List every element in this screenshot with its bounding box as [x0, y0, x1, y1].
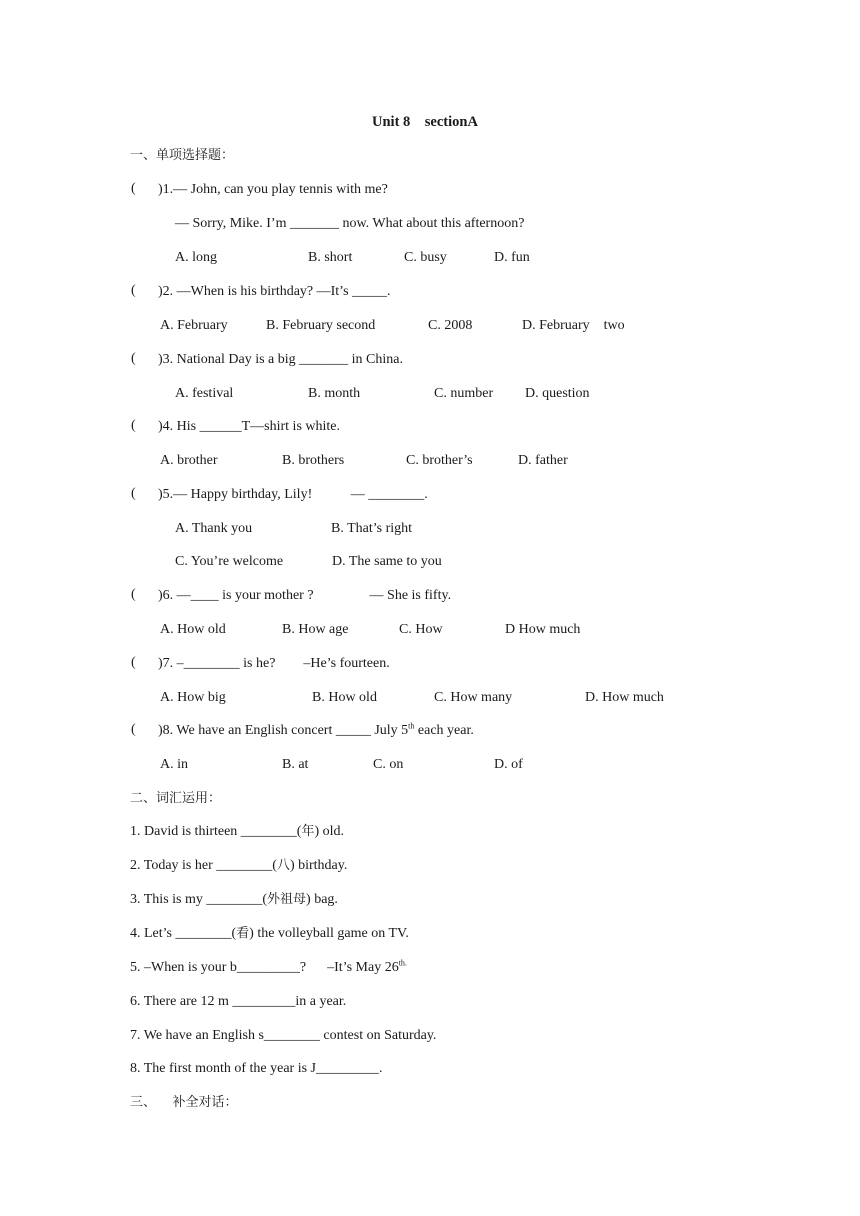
question-8-option-b: B. at [282, 757, 309, 772]
question-2-option-b: B. February second [266, 318, 376, 333]
vocab-item-text: 3. This is my ________( [130, 892, 268, 907]
vocab-item-6: 6. There are 12 m _________in a year. [130, 994, 347, 1009]
question-8-stem [158, 722, 474, 740]
question-8-option-a: A. in [160, 757, 188, 772]
question-8-stem-end: each year. [414, 723, 474, 738]
question-5-stem: )5.— Happy birthday, Lily! — ________. [158, 487, 428, 502]
question-3-stem: )3. National Day is a big _______ in China. [158, 352, 403, 367]
question-2-option-c: C. 2008 [428, 318, 473, 333]
answer-paren: ( [131, 181, 136, 196]
vocab-item-text: 2. Today is her ________( [130, 858, 277, 873]
question-6-option-c: C. How [399, 622, 443, 637]
question-5-option-a: A. Thank you [175, 521, 253, 536]
chinese-hint: 外祖母 [267, 892, 307, 907]
answer-paren: ( [131, 418, 136, 433]
question-6-option-a: A. How old [160, 622, 226, 637]
question-7-stem: )7. –________ is he? –He’s fourteen. [158, 656, 390, 671]
vocab-item-text: 4. Let’s ________( [130, 926, 237, 941]
question-1-stem-2: — Sorry, Mike. I’m _______ now. What about this afternoon? [175, 216, 525, 231]
page-title: Unit 8 sectionA [372, 114, 478, 130]
question-6-option-b: B. How age [282, 622, 349, 637]
question-6-stem: )6. —____ is your mother ? — She is fifty. [158, 588, 452, 603]
question-8-option-c: C. on [373, 757, 404, 772]
question-4-stem: )4. His ______T—shirt is white. [158, 419, 340, 434]
vocab-item-2 [130, 857, 347, 875]
answer-paren: ( [131, 587, 136, 602]
vocab-item-5 [130, 959, 407, 977]
question-3-option-a: A. festival [175, 386, 234, 401]
question-1-option-d: D. fun [494, 250, 530, 265]
question-5-option-c: C. You’re welcome [175, 554, 284, 569]
vocab-item-end: ) birthday. [289, 858, 348, 873]
question-6-option-d: D How much [505, 622, 581, 637]
question-2-stem: )2. —When is his birthday? —It’s _____. [158, 284, 391, 299]
question-3-option-b: B. month [308, 386, 361, 401]
question-3-option-d: D. question [525, 386, 590, 401]
question-5-option-b: B. That’s right [331, 521, 413, 536]
vocab-item-8: 8. The first month of the year is J_________. [130, 1061, 383, 1076]
question-7-option-c: C. How many [434, 690, 513, 705]
question-1-stem: )1.— John, can you play tennis with me? [158, 182, 388, 197]
section-3-heading: 三、 补全对话： [130, 1095, 238, 1110]
answer-paren: ( [131, 486, 136, 501]
chinese-hint: 看 [236, 926, 250, 941]
question-4-option-d: D. father [518, 453, 568, 468]
vocab-item-text: 5. –When is your b_________? –It’s May 26 [130, 960, 399, 975]
vocab-item-1 [130, 823, 344, 841]
vocab-item-4 [130, 925, 409, 943]
question-2-option-a: A. February [160, 318, 228, 333]
chinese-hint: 八 [276, 858, 290, 873]
question-5-option-d: D. The same to you [332, 554, 442, 569]
answer-paren: ( [131, 655, 136, 670]
section-2-heading: 二、词汇运用： [130, 791, 222, 806]
vocab-item-end: ) the volleyball game on TV. [249, 926, 409, 941]
vocab-item-text: 1. David is thirteen ________( [130, 824, 302, 839]
chinese-hint: 年 [301, 824, 315, 839]
question-8-stem-text: )8. We have an English concert _____ July 5 [158, 723, 409, 738]
vocab-item-3 [130, 891, 338, 909]
question-1-option-c: C. busy [404, 250, 447, 265]
vocab-item-end: ) old. [314, 824, 345, 839]
vocab-item-end: ) bag. [306, 892, 338, 907]
question-7-option-a: A. How big [160, 690, 226, 705]
vocab-item-7: 7. We have an English s________ contest on Saturday. [130, 1028, 437, 1043]
question-4-option-c: C. brother’s [406, 453, 473, 468]
question-7-option-b: B. How old [312, 690, 377, 705]
question-4-option-a: A. brother [160, 453, 218, 468]
answer-paren: ( [131, 283, 136, 298]
question-4-option-b: B. brothers [282, 453, 345, 468]
answer-paren: ( [131, 351, 136, 366]
question-1-option-b: B. short [308, 250, 353, 265]
question-7-option-d: D. How much [585, 690, 664, 705]
section-1-heading: 一、单项选择题： [130, 148, 235, 163]
answer-paren: ( [131, 722, 136, 737]
ordinal-suffix: th [408, 721, 415, 731]
question-3-option-c: C. number [434, 386, 494, 401]
question-2-option-d: D. February two [522, 318, 625, 333]
question-8-option-d: D. of [494, 757, 523, 772]
question-1-option-a: A. long [175, 250, 217, 265]
ordinal-suffix: th. [398, 958, 407, 968]
